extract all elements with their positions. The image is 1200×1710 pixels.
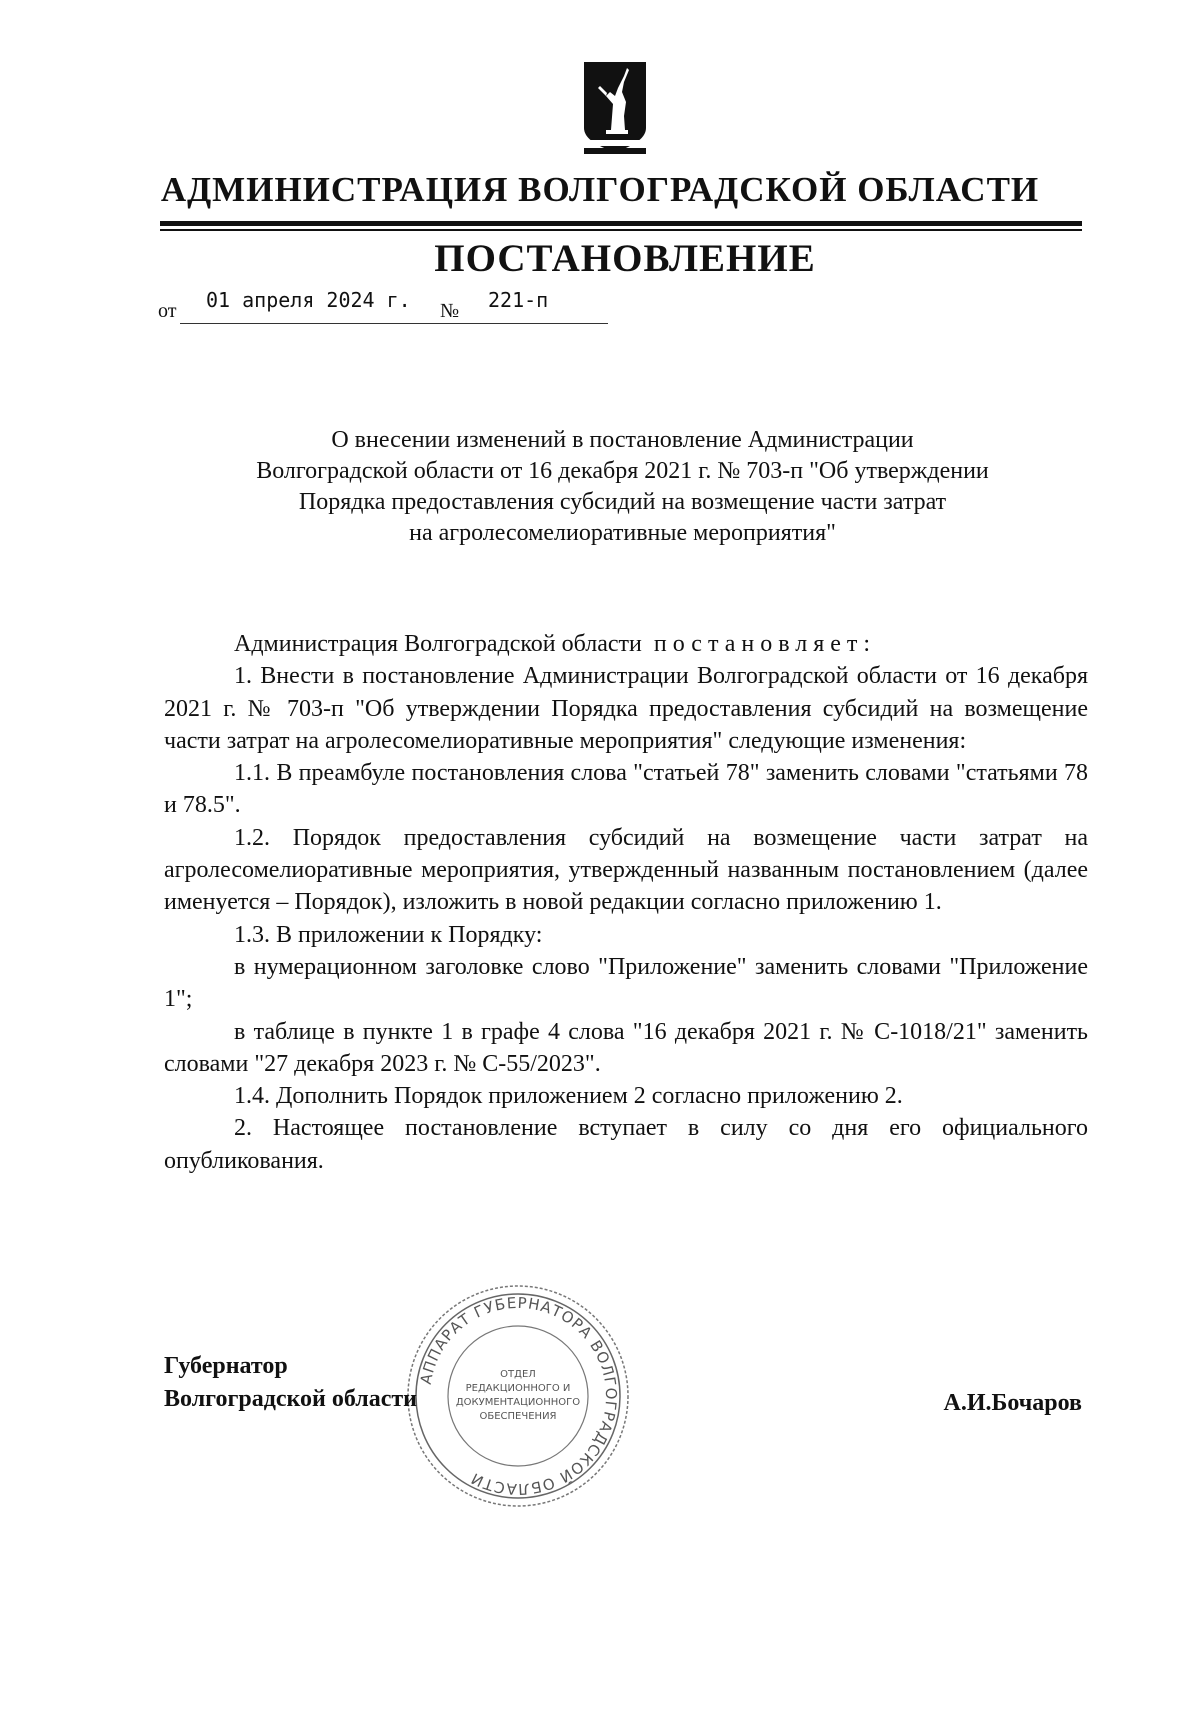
volgograd-emblem-icon bbox=[580, 58, 650, 158]
subject-line: Волгоградской области от 16 декабря 2021 г. № 703-п "Об утверждении bbox=[256, 458, 989, 484]
date-label: от bbox=[158, 300, 177, 322]
document-subject bbox=[160, 425, 1085, 549]
document-date: 01 апреля 2024 г. bbox=[206, 288, 411, 312]
number-label: № bbox=[440, 300, 460, 322]
header-divider-thick bbox=[160, 221, 1082, 226]
paragraph-1: 1. Внести в постановление Администрации Волгоградской области от 16 декабря 2021 г. № 703-п "Об утверждении Порядка предоставления субсидий на возмещение части затрат на агролесомелиоративные мероприятия" следующие изменения: bbox=[164, 663, 1088, 754]
subject-line: Порядка предоставления субсидий на возмещение части затрат bbox=[298, 489, 947, 515]
document-body bbox=[164, 628, 1088, 1177]
stamp-center-line: ОТДЕЛ bbox=[500, 1369, 536, 1380]
paragraph-1-2: 1.2. Порядок предоставления субсидий на возмещение части затрат на агролесомелиоративные мероприятия, утвержденный названным постановлением (далее именуется – Порядок), изложить в новой редакции согласно приложению 1. bbox=[164, 824, 1088, 916]
organization-title: АДМИНИСТРАЦИЯ ВОЛГОГРАДСКОЙ ОБЛАСТИ bbox=[160, 170, 1040, 209]
signatory-position bbox=[164, 1350, 417, 1416]
number-underline bbox=[468, 323, 608, 324]
document-meta bbox=[158, 286, 618, 326]
document-type-title: ПОСТАНОВЛЕНИЕ bbox=[434, 237, 816, 280]
position-line: Волгоградской области bbox=[164, 1386, 417, 1412]
subject-line: на агролесомелиоративные мероприятия" bbox=[409, 520, 836, 546]
paragraph-2: 2. Настоящее постановление вступает в силу со дня его официального опубликования. bbox=[164, 1115, 1088, 1174]
official-stamp bbox=[402, 1280, 634, 1512]
subject-line: О внесении изменений в постановление Администрации bbox=[331, 427, 914, 453]
intro-paragraph bbox=[164, 628, 1088, 660]
stamp-center-line: РЕДАКЦИОННОГО И bbox=[465, 1383, 571, 1394]
paragraph-1-3-b: в таблице в пункте 1 в графе 4 слова "16 декабря 2021 г. № С-1018/21" заменить словами "27 декабря 2023 г. № С-55/2023". bbox=[164, 1018, 1088, 1077]
document-number: 221-п bbox=[488, 288, 549, 312]
stamp-center-line: ДОКУМЕНТАЦИОННОГО bbox=[455, 1397, 581, 1408]
paragraph-1-3: 1.3. В приложении к Порядку: bbox=[234, 921, 543, 948]
signatory-name: А.И.Бочаров bbox=[943, 1390, 1082, 1416]
paragraph-1-1: 1.1. В преамбуле постановления слова "статьей 78" заменить словами "статьями 78 и 78.5". bbox=[164, 760, 1088, 819]
header-divider-thin bbox=[160, 229, 1082, 231]
stamp-outer-text: АППАРАТ ГУБЕРНАТОРА ВОЛГОГРАДСКОЙ ОБЛАСТИ bbox=[416, 1293, 621, 1499]
position-line: Губернатор bbox=[164, 1353, 288, 1379]
intro-prefix: Администрация Волгоградской области bbox=[234, 631, 642, 657]
paragraph-1-4: 1.4. Дополнить Порядок приложением 2 согласно приложению 2. bbox=[234, 1083, 903, 1110]
intro-decree: постановляет: bbox=[653, 631, 877, 657]
paragraph-1-3-a: в нумерационном заголовке слово "Приложение" заменить словами "Приложение 1"; bbox=[164, 953, 1088, 1013]
stamp-center-line: ОБЕСПЕЧЕНИЯ bbox=[479, 1411, 557, 1422]
